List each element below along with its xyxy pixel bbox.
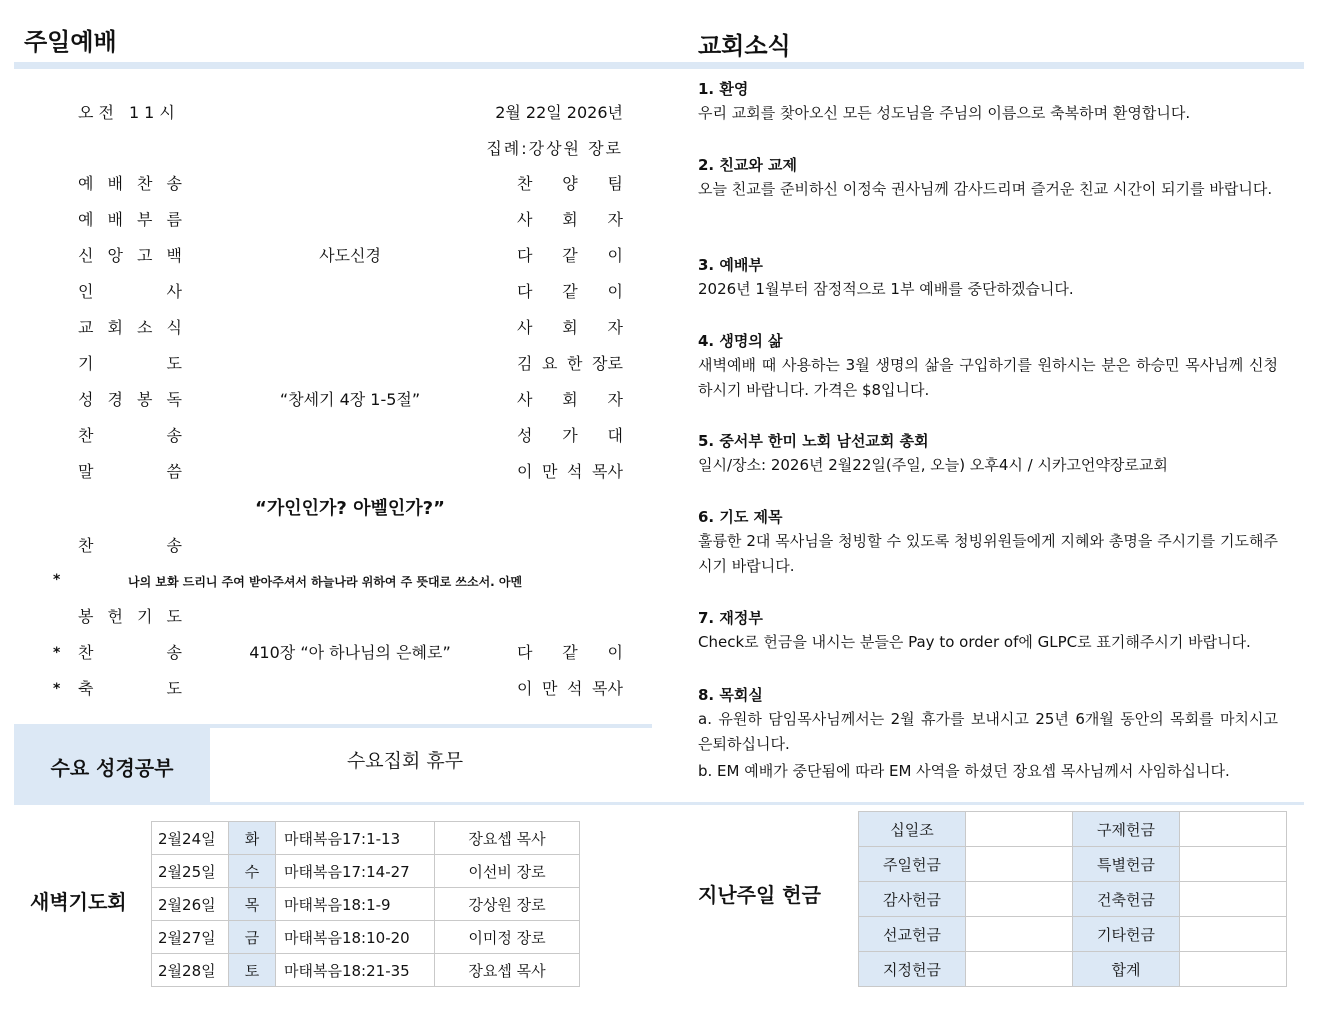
offering-category: 특별헌금 [1073,847,1180,882]
order-item-leader: 김 요 한 장로 [517,354,623,373]
order-item-label: 신 앙 고 백 [78,246,182,265]
order-item-detail: 사도신경 [319,246,381,265]
order-item-leader: 사 회 자 [517,390,623,409]
offering-amount [1180,812,1287,847]
order-item-label: 성 경 봉 독 [78,390,182,409]
wednesday-label-box [14,728,210,802]
order-row [0,635,640,671]
dawn-day: 화 [229,822,276,855]
order-item-detail: “창세기 4장 1-5절” [279,390,421,409]
order-row [0,382,640,418]
news-body: a. 유원하 담임목사님께서는 2월 휴가를 보내시고 25년 6개월 동안의 목회를 마치시고 은퇴하십니다. [698,710,1278,753]
dawn-leader: 장요셉 목사 [435,822,580,855]
dawn-scripture: 마태복음17:14-27 [276,855,435,888]
offering-amount [1180,847,1287,882]
order-item-leader: 사 회 자 [517,210,623,229]
order-row [0,346,640,382]
offering-category: 구제헌금 [1073,812,1180,847]
offering-amount [966,812,1073,847]
dawn-leader: 장요셉 목사 [435,954,580,987]
worship-time: 오전 11시 [78,103,180,122]
star-marker: * [53,572,61,588]
news-heading: 5. 중서부 한미 노회 남선교회 총회 [698,432,929,450]
order-item-leader: 사 회 자 [517,318,623,337]
order-item-label: 축 도 [78,679,182,698]
order-item-label: 교 회 소 식 [78,318,182,337]
offering-category: 지정헌금 [859,952,966,987]
offering-category: 선교헌금 [859,917,966,952]
order-item-label: 기 도 [78,354,182,373]
news-title: 교회소식 [698,32,791,60]
header-divider [14,62,1304,69]
table-row [152,822,580,855]
offering-amount [1180,882,1287,917]
dawn-date: 2월27일 [152,921,229,954]
table-row [859,812,1287,847]
news-body: 훌륭한 2대 목사님을 청빙할 수 있도록 청빙위원들에게 지혜와 총명을 주시기를 기도해주시기 바랍니다. [698,532,1278,575]
dawn-day: 토 [229,954,276,987]
order-item-label: 찬 송 [78,643,182,662]
dawn-label: 새벽기도회 [30,890,127,914]
offering-amount [966,917,1073,952]
order-row [0,599,640,635]
news-body: Check로 헌금을 내시는 분들은 Pay to order of에 GLPC로 표기해주시기 바랍니다. [698,633,1251,651]
news-heading: 6. 기도 제목 [698,508,783,526]
wednesday-label: 수요 성경공부 [50,756,174,780]
offering-amount [1180,952,1287,987]
star-marker: * [53,681,61,697]
news-heading: 1. 환영 [698,80,749,98]
dawn-scripture: 마태복음18:1-9 [276,888,435,921]
offering-prayer-text: 나의 보화 드리니 주여 받아주셔서 하늘나라 위하여 주 뜻대로 쓰소서. 아멘 [128,575,523,589]
news-heading: 4. 생명의 삶 [698,332,783,350]
offering-category: 십일조 [859,812,966,847]
order-item-leader: 찬 양 팀 [517,174,623,193]
dawn-scripture: 마태복음18:10-20 [276,921,435,954]
offering-category: 감사헌금 [859,882,966,917]
order-item-label: 인 사 [78,282,182,301]
offering-amount [966,882,1073,917]
dawn-day: 수 [229,855,276,888]
dawn-date: 2월28일 [152,954,229,987]
order-item-leader: 다 같 이 [517,282,623,301]
sermon-title: “가인인가? 아벨인가?” [255,498,445,519]
order-item-leader: 다 같 이 [517,643,623,662]
dawn-day: 금 [229,921,276,954]
dawn-scripture: 마태복음17:1-13 [276,822,435,855]
order-item-leader: 이 만 석 목사 [517,679,623,698]
table-row [859,917,1287,952]
wednesday-text: 수요집회 휴무 [346,750,464,772]
offering-category: 건축헌금 [1073,882,1180,917]
star-marker: * [53,645,61,661]
table-row [152,921,580,954]
table-row [152,888,580,921]
offering-table [858,811,1287,987]
hymn-row-label: 찬 송 [78,536,182,555]
order-row [0,202,640,238]
offering-category: 기타헌금 [1073,917,1180,952]
hymn-row [0,528,640,564]
order-row [0,454,640,490]
dawn-day: 목 [229,888,276,921]
news-heading: 2. 친교와 교제 [698,156,798,174]
dawn-leader: 이미정 장로 [435,921,580,954]
table-row [152,855,580,888]
news-body: b. EM 예배가 중단됨에 따라 EM 사역을 하셨던 장요셉 목사님께서 사임하십니다. [698,762,1230,780]
dawn-leader: 강상원 장로 [435,888,580,921]
table-row [859,882,1287,917]
order-row [0,238,640,274]
table-row [152,954,580,987]
news-body: 2026년 1월부터 잠정적으로 1부 예배를 중단하겠습니다. [698,280,1074,298]
offering-amount [966,952,1073,987]
news-body: 우리 교회를 찾아오신 모든 성도님을 주님의 이름으로 축복하며 환영합니다. [698,104,1191,122]
offering-category: 합계 [1073,952,1180,987]
order-item-label: 예 배 찬 송 [78,174,182,193]
dawn-date: 2월25일 [152,855,229,888]
order-row [0,671,640,707]
worship-date: 2월 22일 2026년 [495,103,623,122]
news-body: 새벽예배 때 사용하는 3월 생명의 삶을 구입하기를 원하시는 분은 하승민 목사님께 신청하시기 바랍니다. 가격은 $8입니다. [698,356,1278,399]
order-item-leader: 성 가 대 [517,426,623,445]
order-row [0,418,640,454]
order-item-label: 예 배 부 름 [78,210,182,229]
order-row [0,274,640,310]
dawn-scripture: 마태복음18:21-35 [276,954,435,987]
order-row [0,310,640,346]
news-body: 오늘 친교를 준비하신 이정숙 권사님께 감사드리며 즐거운 친교 시간이 되기를 바랍니다. [698,180,1273,198]
news-heading: 8. 목회실 [698,686,763,704]
order-item-detail: 410장 “아 하나님의 은혜로” [249,643,451,662]
order-item-label: 봉 헌 기 도 [78,607,182,626]
news-body: 일시/장소: 2026년 2월22일(주일, 오늘) 오후4시 / 시카고언약장로교회 [698,456,1168,474]
bottom-divider [14,802,1304,805]
offering-category: 주일헌금 [859,847,966,882]
order-item-label: 말 씀 [78,462,182,481]
offering-label: 지난주일 헌금 [698,883,821,907]
news-heading: 3. 예배부 [698,256,763,274]
table-row [859,847,1287,882]
dawn-leader: 이선비 장로 [435,855,580,888]
dawn-table [151,821,580,987]
order-item-leader: 이 만 석 목사 [517,462,623,481]
dawn-date: 2월24일 [152,822,229,855]
news-heading: 7. 재정부 [698,609,763,627]
dawn-date: 2월26일 [152,888,229,921]
worship-presider: 집례:강상원 장로 [486,139,623,158]
offering-amount [966,847,1073,882]
worship-title: 주일예배 [24,28,117,56]
order-item-leader: 다 같 이 [517,246,623,265]
order-row [0,166,640,202]
order-item-label: 찬 송 [78,426,182,445]
offering-amount [1180,917,1287,952]
table-row [859,952,1287,987]
